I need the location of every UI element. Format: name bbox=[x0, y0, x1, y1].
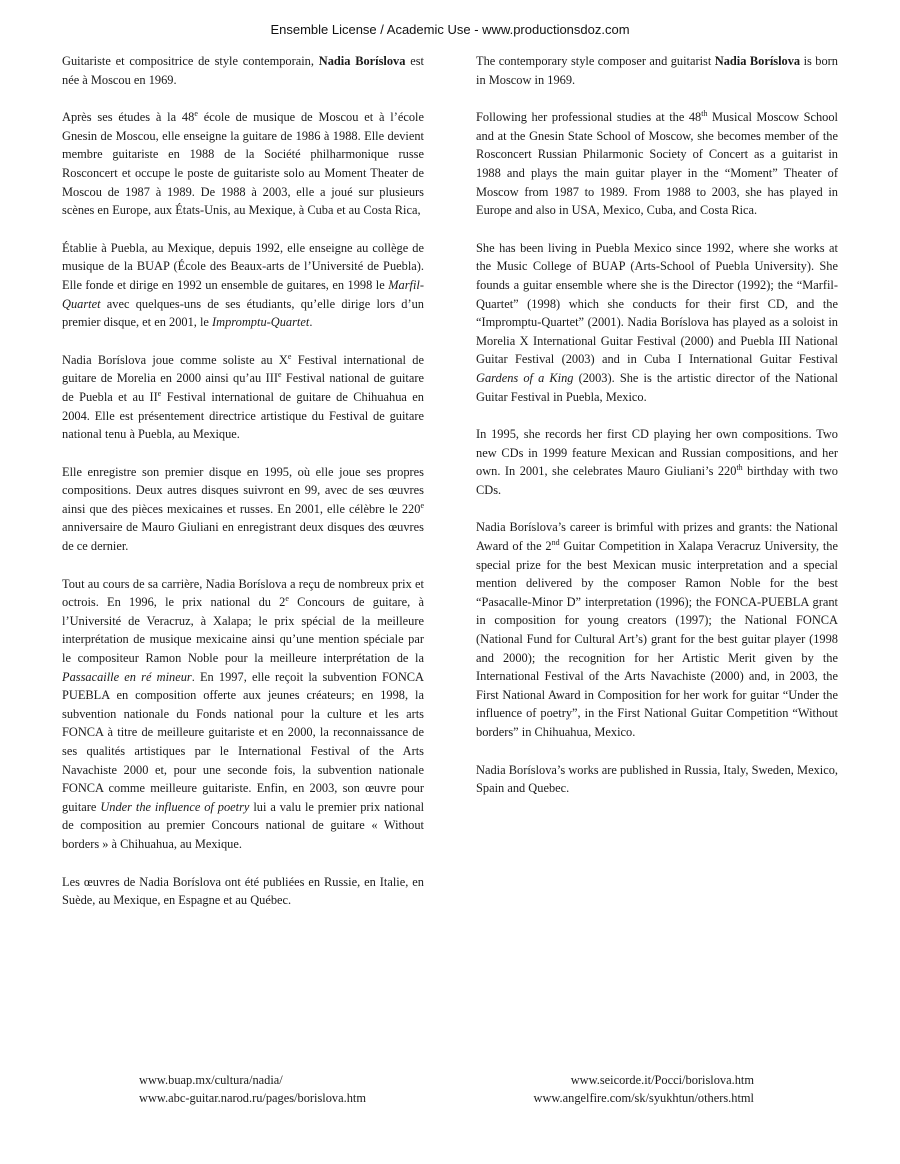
artist-name: Nadia Boríslova bbox=[714, 54, 801, 68]
fr-paragraph-5: Elle enregistre son premier disque en 1995, où elle joue ses propres compositions. Deux autres disques suivront en 99, avec de ses œuvres ainsi que des pièces mexicaines et russes. En 2001, elle célèbre le 220e anniversaire de Mauro Giuliani en enregistrant deux disques des œuvres de ce dernier. bbox=[62, 464, 424, 554]
english-column bbox=[476, 52, 838, 817]
french-column bbox=[62, 52, 424, 929]
en-paragraph-3: She has been living in Puebla Mexico since 1992, where she works at the Music College of BUAP (Arts-School of Puebla University). She founds a guitar ensemble where she is the Director (1992); the “Marfil-Quartet” (1998) which she conducts for their first CD, and the “Impromptu-Quartet” (2001). Nadia Boríslova has played as a soloist in Morelia X International Guitar Festival (2000) and Puebla III National Guitar Festival (2003) and in Cuba I International Guitar Festival Gardens of a King (2003). She is the artistic director of the National Guitar Festival in Puebla, Mexico. bbox=[476, 240, 838, 404]
fr-paragraph-3: Établie à Puebla, au Mexique, depuis 1992, elle enseigne au collège de musique de la BUAP (École des Beaux-arts de l’Université de Puebla). Elle fonde et dirige en 1992 un ensemble de guitares, en 1998 le Marfil-Quartet avec quelques-uns de ses étudiants, qu’elle dirige lors d’un premier disque, et en 2001, le Impromptu-Quartet. bbox=[62, 240, 424, 330]
en-paragraph-5: Nadia Boríslova’s career is brimful with prizes and grants: the National Award of the 2nd Guitar Competition in Xalapa Veracruz University, the special prize for the best Mexican music interpretation and a special mention delivered by the composer Ramon Noble for the best “Pasacalle-Minor D” interpretation (1996); the FONCA-PUEBLA grant in composition for young creators (1997); the National FONCA (National Fund for Cultural Art’s) grant for the best guitar player (1998 and 2000); the recognition for her Artistic Merit given by the International Festival of the Arts Navachiste (2000) and, in 2003, the First National Award in Composition for her work for guitar “Under the influence of poetry”, in the First National Guitar Competition “Without borders” in Chihuahua, Mexico. bbox=[476, 520, 838, 739]
link-angelfire[interactable]: www.angelfire.com/sk/syukhtun/others.html bbox=[533, 1091, 754, 1105]
link-abc-guitar[interactable]: www.abc-guitar.narod.ru/pages/borislova.htm bbox=[139, 1091, 366, 1105]
en-paragraph-4: In 1995, she records her first CD playing her own compositions. Two new CDs in 1999 feature Mexican and Russian compositions, and her own. In 2001, she celebrates Mauro Giuliani’s 220th birthday with two CDs. bbox=[476, 427, 838, 497]
fr-paragraph-1: Guitariste et compositrice de style contemporain, Nadia Boríslova est née à Moscou en 1969. bbox=[62, 54, 424, 87]
fr-paragraph-4: Nadia Boríslova joue comme soliste au Xe Festival international de guitare de Morelia en 2000 ainsi qu’au IIIe Festival national de guitare de Puebla et au IIe Festival international de guitare de Chihuahua en 2004. Elle est présentement directrice artistique du Festival de guitare national tenu à Puebla, au Mexique. bbox=[62, 351, 425, 442]
artist-name: Nadia Boríslova bbox=[318, 54, 406, 68]
link-buap[interactable]: www.buap.mx/cultura/nadia/ bbox=[139, 1073, 283, 1087]
fr-paragraph-6: Tout au cours de sa carrière, Nadia Boríslova a reçu de nombreux prix et octrois. En 1996, le prix national du 2e Concours de guitare, à l’Université de Veracruz, à Xalapa; le prix spécial de la meilleure interprétation de musique mexicaine ainsi qu’une mention spéciale par le compositeur Ramon Noble pour la meilleure interprétation de la Passacaille en ré mineur. En 1997, elle reçoit la subvention FONCA PUEBLA en composition offerte aux jeunes créateurs; en 1998, la subvention nationale du Fonds national pour la culture et les arts FONCA à titre de meilleure guitariste et en 2000, la reconnaissance de ses qualités artistiques par le International Festival of the Arts Navachiste 2000 et, pour une seconde fois, la subvention nationale FONCA comme meilleure guitariste. Enfin, en 2003, son œuvre pour guitare Under the influence of poetry lui a valu le premier prix national de composition au premier Concours national de guitare « Without borders » à Chihuahua, au Mexique. bbox=[62, 576, 425, 851]
en-paragraph-2: Following her professional studies at the 48th Musical Moscow School and at the Gnesin State School of Moscow, she becomes member of the Rosconcert Russian Philarmonic Society of Concert as a guitarist in 1988 and plays the main guitar player in the “Moment” Theater of Moscow from 1987 to 1989. From 1988 to 2003, she has played in Europe and also in USA, Mexico, Cuba, and Costa Rica. bbox=[476, 109, 838, 218]
fr-paragraph-2: Après ses études à la 48e école de musique de Moscou et à l’école Gnesin de Moscou, elle enseigne la guitare de 1986 à 1988. Elle devient membre guitariste en 1988 de la Société philharmonique russe Rosconcert et occupe le poste de guitariste solo au Moment Theater de Moscou de 1987 à 1989. De 1988 à 2003, elle a joué sur plusieurs scènes en Europe, aux États-Unis, au Mexique, à Cuba et au Costa Rica, bbox=[62, 109, 424, 218]
en-paragraph-6: Nadia Boríslova’s works are published in Russia, Italy, Sweden, Mexico, Spain and Quebec. bbox=[476, 762, 838, 796]
license-header: Ensemble License / Academic Use - www.productionsdoz.com bbox=[270, 22, 630, 37]
fr-paragraph-7: Les œuvres de Nadia Boríslova ont été publiées en Russie, en Italie, en Suède, au Mexique, en Espagne et au Québec. bbox=[62, 874, 424, 908]
en-paragraph-1: The contemporary style composer and guitarist Nadia Boríslova is born in Moscow in 1969. bbox=[476, 54, 838, 87]
link-seicorde[interactable]: www.seicorde.it/Pocci/borislova.htm bbox=[570, 1073, 754, 1087]
